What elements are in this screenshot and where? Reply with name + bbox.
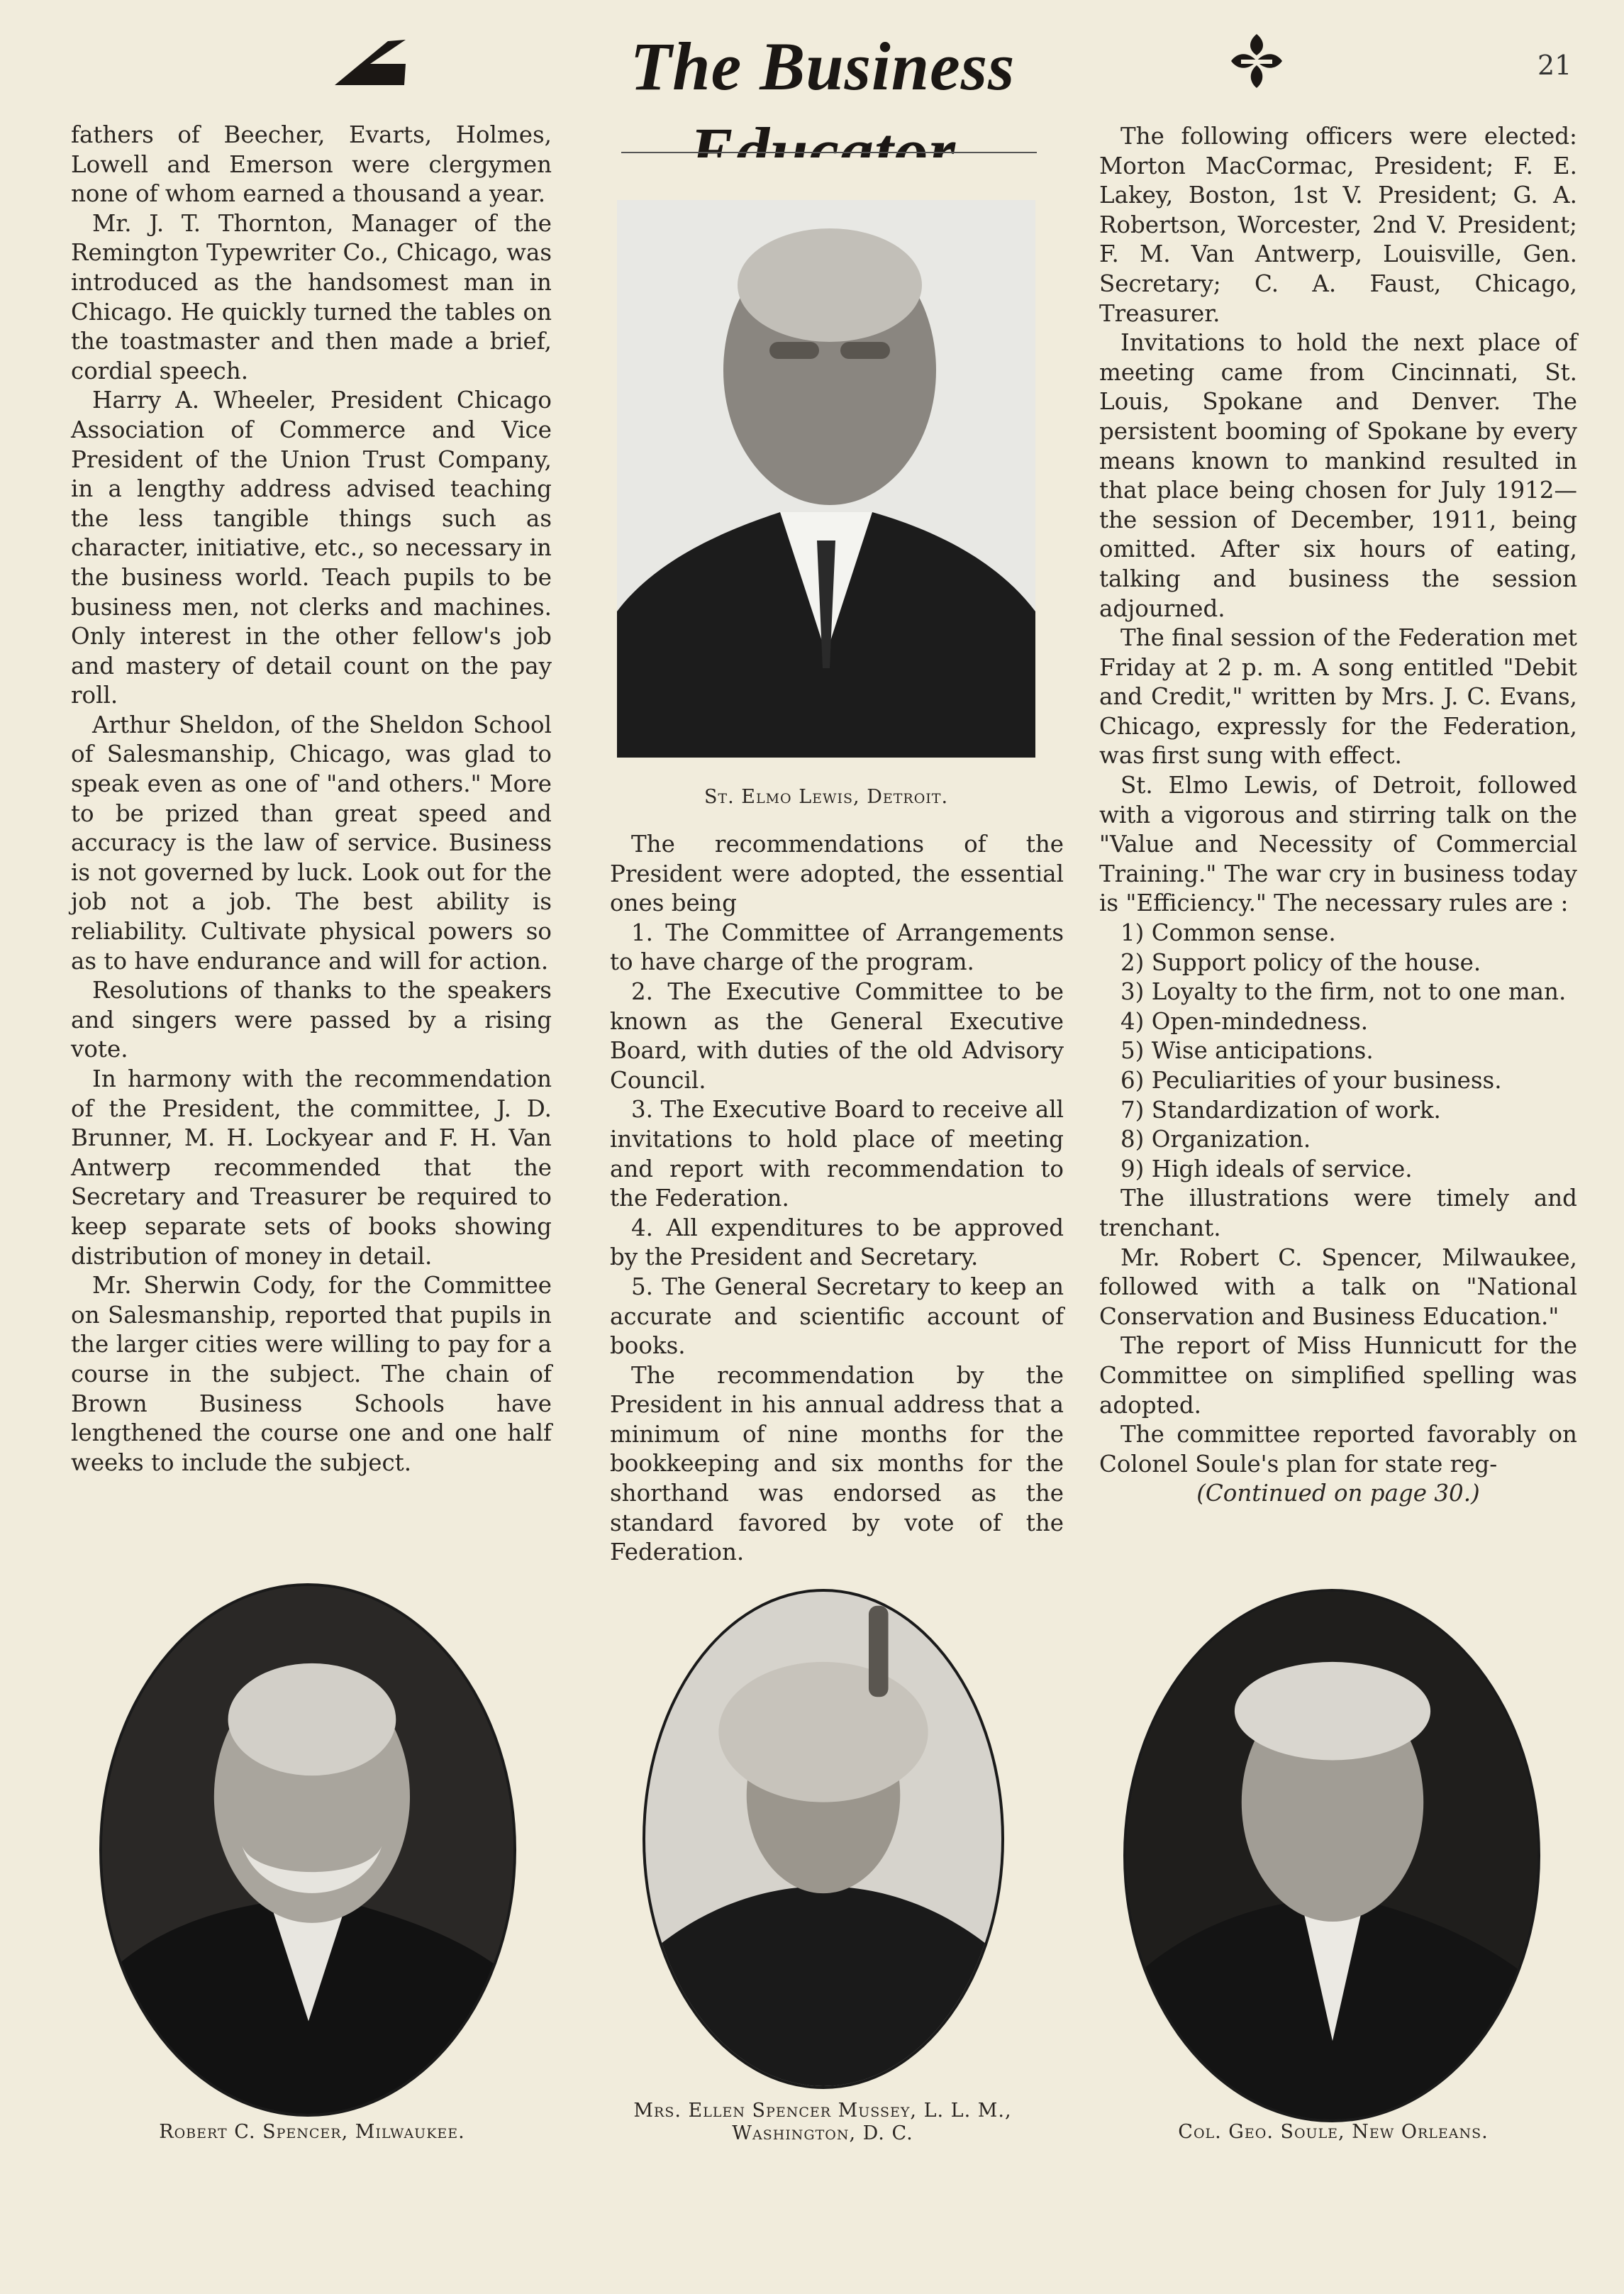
publication-title: The Business: [630, 28, 1016, 104]
list-item: 4. All expenditures to be approved by the President and Secretary.: [610, 1214, 1064, 1271]
paragraph: St. Elmo Lewis, of Detroit, followed with a vigorous and stirring talk on the "Value and Necessity of Commercial Training." The war cry in business today is "Efficiency." The necessary rules are :: [1099, 772, 1577, 917]
pen-nib-icon: [328, 35, 413, 92]
masthead: [0, 21, 1624, 113]
paragraph: Resolutions of thanks to the speakers and singers were passed by a rising vote.: [71, 977, 552, 1063]
fleur-ornament-icon: [1228, 31, 1285, 91]
paragraph: Harry A. Wheeler, President Chicago Association of Commerce and Vice President of the Union Trust Company, in a lengthy address advised teaching the less tangible things such as character, initiative, etc., so necessary in the business world. Teach pupils to be business men, not clerks and machines. Only interest in the other fellow's job and mastery of detail count on the pay roll.: [71, 387, 552, 709]
paragraph: Mr. Robert C. Spencer, Milwaukee, followed with a talk on "National Conservation and Business Education.": [1099, 1243, 1577, 1330]
caption-main-portrait: St. Elmo Lewis, Detroit.: [703, 786, 949, 808]
paragraph: fathers of Beecher, Evarts, Holmes, Lowell and Emerson were clergymen none of whom earned a thousand a year.: [71, 121, 552, 208]
paragraph: The committee reported favorably on Colonel Soule's plan for state reg-: [1099, 1421, 1577, 1478]
list-item: 5. The General Secretary to keep an accurate and scientific account of books.: [610, 1273, 1064, 1360]
list-item: 2) Support policy of the house.: [1120, 948, 1481, 976]
column-center: [610, 830, 1064, 1568]
paragraph: Mr. Sherwin Cody, for the Committee on Salesmanship, reported that pupils in the larger cities were willing to pay for a course in the subject. The chain of Brown Business Schools have lengthened the course one and one half weeks to include the subject.: [71, 1272, 552, 1476]
portrait-ellen-mussey: [643, 1589, 1004, 2089]
list-item: 2. The Executive Committee to be known as the General Executive Board, with duties of the old Advisory Council.: [610, 977, 1064, 1094]
photo-top-rule: [621, 152, 1037, 153]
page-number: 21: [1537, 50, 1572, 81]
caption-center-line2: Washington, D. C.: [732, 2122, 913, 2144]
column-left: [71, 121, 552, 1478]
paragraph: The final session of the Federation met Friday at 2 p. m. A song entitled "Debit and Credit," written by Mrs. J. C. Evans, Chicago, expressly for the Federation, was first sung with effect.: [1099, 624, 1577, 770]
paragraph: Arthur Sheldon, of the Sheldon School of Salesmanship, Chicago, was glad to speak even as one of "and others." More to be prized than great speed and accuracy is the law of service. Business is not governed by luck. Look out for the job not a job. The best ability is reliability. Cultivate physical powers so as to have endurance and will for action.: [71, 711, 552, 975]
list-item: 6) Peculiarities of your business.: [1120, 1067, 1502, 1094]
caption-center-portrait: [567, 2100, 1078, 2145]
paragraph: The following officers were elected: Morton MacCormac, President; F. E. Lakey, Boston, 1st V. President; G. A. Robertson, Worcester, 2nd V. President; F. M. Van Antwerp, Louisville, Gen. Secretary; C. A. Faust, Chicago, Treasurer.: [1099, 123, 1577, 327]
paragraph: In harmony with the recommendation of the President, the committee, J. D. Brunner, M. H. Lockyear and F. H. Van Antwerp recommended that the Secretary and Treasurer be required to keep separate sets of books showing distribution of money in detail.: [71, 1065, 552, 1270]
paragraph: The recommendation by the President in his annual address that a minimum of nine months for the bookkeeping and six months for the shorthand was endorsed as the standard favored by vote of the Federation.: [610, 1361, 1064, 1566]
paragraph: Mr. J. T. Thornton, Manager of the Remington Typewriter Co., Chicago, was introduced as the handsomest man in Chicago. He quickly turned the tables on the toastmaster and then made a brief, cordial speech.: [71, 209, 552, 384]
caption-center-line1: Mrs. Ellen Spencer Mussey, L. L. M.,: [633, 2100, 1012, 2122]
list-item: 8) Organization.: [1120, 1126, 1311, 1153]
list-item: 1. The Committee of Arrangements to have charge of the program.: [610, 919, 1064, 976]
list-item: 5) Wise anticipations.: [1120, 1037, 1374, 1065]
list-item: 4) Open-mindedness.: [1120, 1007, 1369, 1035]
list-item: 1) Common sense.: [1120, 919, 1336, 947]
caption-right-portrait: Col. Geo. Soule, New Orleans.: [1178, 2121, 1489, 2143]
paragraph: The recommendations of the President were adopted, the essential ones being: [610, 831, 1064, 917]
paragraph: Invitations to hold the next place of meeting came from Cincinnati, St. Louis, Spokane and Denver. The persistent booming of Spokane by every means known to mankind resulted in that place being chosen for July 1912—the session of December, 1911, being omitted. After six hours of eating, talking and business the session adjourned.: [1099, 329, 1577, 622]
list-item: 3) Loyalty to the firm, not to one man.: [1120, 978, 1567, 1006]
column-right: [1099, 122, 1577, 1509]
portrait-robert-spencer: [99, 1583, 516, 2117]
portrait-geo-soule: [1123, 1589, 1540, 2122]
paragraph: The illustrations were timely and trenchant.: [1099, 1185, 1577, 1241]
paragraph: The report of Miss Hunnicutt for the Committee on simplified spelling was adopted.: [1099, 1332, 1577, 1419]
continued-note: (Continued on page 30.): [1196, 1480, 1480, 1507]
portrait-st-elmo-lewis: [617, 157, 1035, 758]
list-item: 9) High ideals of service.: [1120, 1155, 1413, 1182]
list-item: 7) Standardization of work.: [1120, 1096, 1441, 1124]
caption-left-portrait: Robert C. Spencer, Milwaukee.: [159, 2121, 465, 2143]
list-item: 3. The Executive Board to receive all invitations to hold place of meeting and report with recommendation to the Federation.: [610, 1096, 1064, 1212]
